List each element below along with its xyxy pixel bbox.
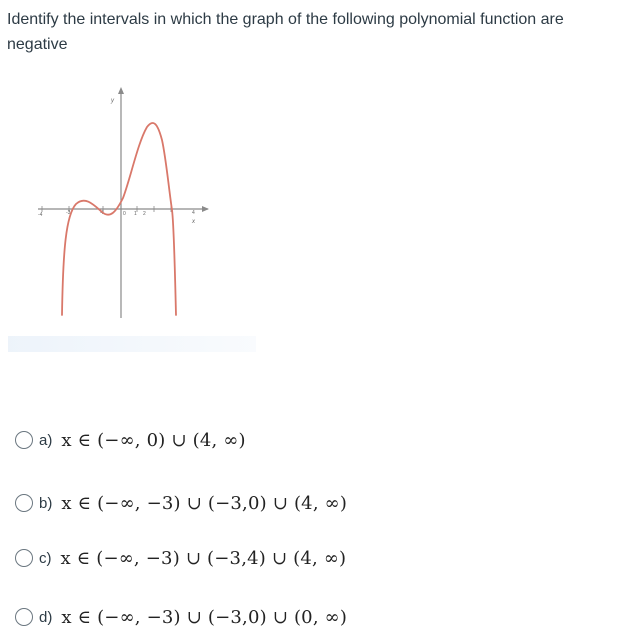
polynomial-curve [62, 123, 176, 315]
graph-caption-strip [8, 336, 256, 352]
radio-a[interactable] [15, 431, 33, 449]
tick-label: 4 [192, 210, 195, 216]
tick-label: 0 [123, 211, 126, 217]
tick-label: 1 [134, 211, 137, 217]
option-math: x ∈ (−∞, −3) ∪ (−3,4) ∪ (4, ∞) [60, 547, 347, 569]
option-d[interactable] [15, 604, 347, 630]
option-math: x ∈ (−∞, −3) ∪ (−3,0) ∪ (4, ∞) [61, 492, 348, 514]
x-axis-arrow [202, 206, 209, 212]
option-letter: b) [39, 494, 53, 512]
option-math: x ∈ (−∞, −3) ∪ (−3,0) ∪ (0, ∞) [61, 606, 348, 628]
question-text: Identify the intervals in which the graph of the following polynomial function are negative [7, 11, 564, 53]
y-axis-label: y [111, 98, 114, 104]
tick-label: 2 [143, 211, 146, 217]
x-axis-label: x [192, 219, 195, 225]
option-letter: c) [39, 549, 52, 567]
radio-b[interactable] [15, 494, 33, 512]
tick-label: -1 [100, 210, 105, 216]
option-a[interactable] [15, 427, 246, 453]
radio-d[interactable] [15, 608, 33, 626]
option-math: x ∈ (−∞, 0) ∪ (4, ∞) [61, 429, 246, 451]
polynomial-graph [30, 80, 220, 325]
option-letter: d) [39, 608, 53, 626]
tick-label: -3 [66, 210, 71, 216]
radio-c[interactable] [15, 549, 33, 567]
option-b[interactable] [15, 490, 347, 516]
y-axis-arrow [118, 87, 124, 94]
option-c[interactable] [15, 545, 346, 571]
option-letter: a) [39, 431, 53, 449]
tick-label: -4 [38, 212, 43, 218]
